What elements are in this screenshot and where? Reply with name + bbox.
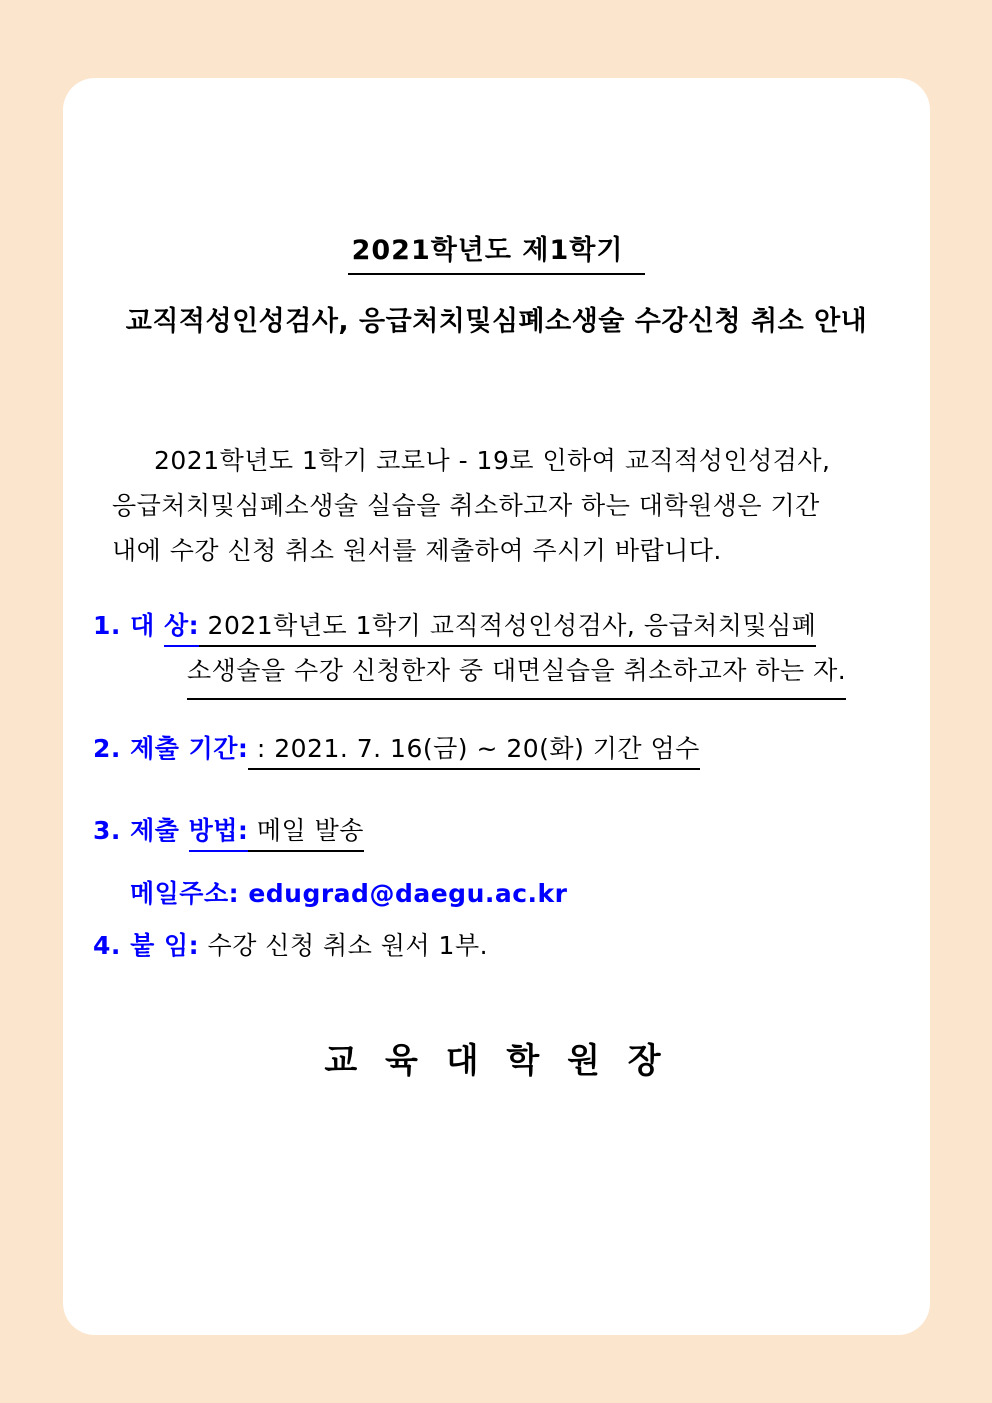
list-item-target	[93, 603, 846, 700]
document-panel	[63, 78, 930, 1335]
email-address: edugrad@daegu.ac.kr	[248, 879, 568, 908]
item1-label-prefix: 1. 대	[93, 611, 164, 640]
item2-text: : 2021. 7. 16(금) ~ 20(화) 기간 엄수	[248, 734, 699, 770]
item4-text: 수강 신청 취소 원서 1부.	[199, 931, 489, 960]
mail-line	[130, 871, 568, 916]
item1-label: 상:	[164, 611, 199, 647]
item3-text: 메일 발송	[248, 816, 364, 852]
document-subtitle: 교직적성인성검사, 응급처치및심폐소생술 수강신청 취소 안내	[125, 306, 868, 337]
item2-label: 2. 제출 기간:	[93, 734, 249, 763]
item4-label: 4. 붙 임:	[93, 931, 200, 960]
list-item-method	[93, 808, 568, 916]
list-item-attachment	[93, 923, 488, 968]
title-row	[63, 228, 930, 275]
mail-label: 메일주소:	[130, 879, 249, 908]
intro-line-1: 2021학년도 1학기 코로나 - 19로 인하여 교직적성인성검사,	[154, 446, 831, 475]
item1-text-line1: 2021학년도 1학기 교직적성인성검사, 응급처치및심폐	[199, 611, 816, 647]
list-item-period	[93, 726, 700, 771]
intro-line-3: 내에 수강 신청 취소 원서를 제출하여 주시기 바랍니다.	[112, 536, 722, 565]
signature: 교 육 대 학 원 장	[324, 1041, 669, 1081]
intro-line-2: 응급처치및심폐소생술 실습을 취소하고자 하는 대학원생은 기간	[112, 491, 820, 520]
intro-paragraph	[112, 438, 887, 573]
item1-text-line2: 소생술을 수강 신청한자 중 대면실습을 취소하고자 하는 자.	[187, 648, 846, 700]
item3-label: 방법:	[189, 816, 249, 852]
item3-label-prefix: 3. 제출	[93, 816, 189, 845]
document-title: 2021학년도 제1학기	[348, 228, 646, 275]
